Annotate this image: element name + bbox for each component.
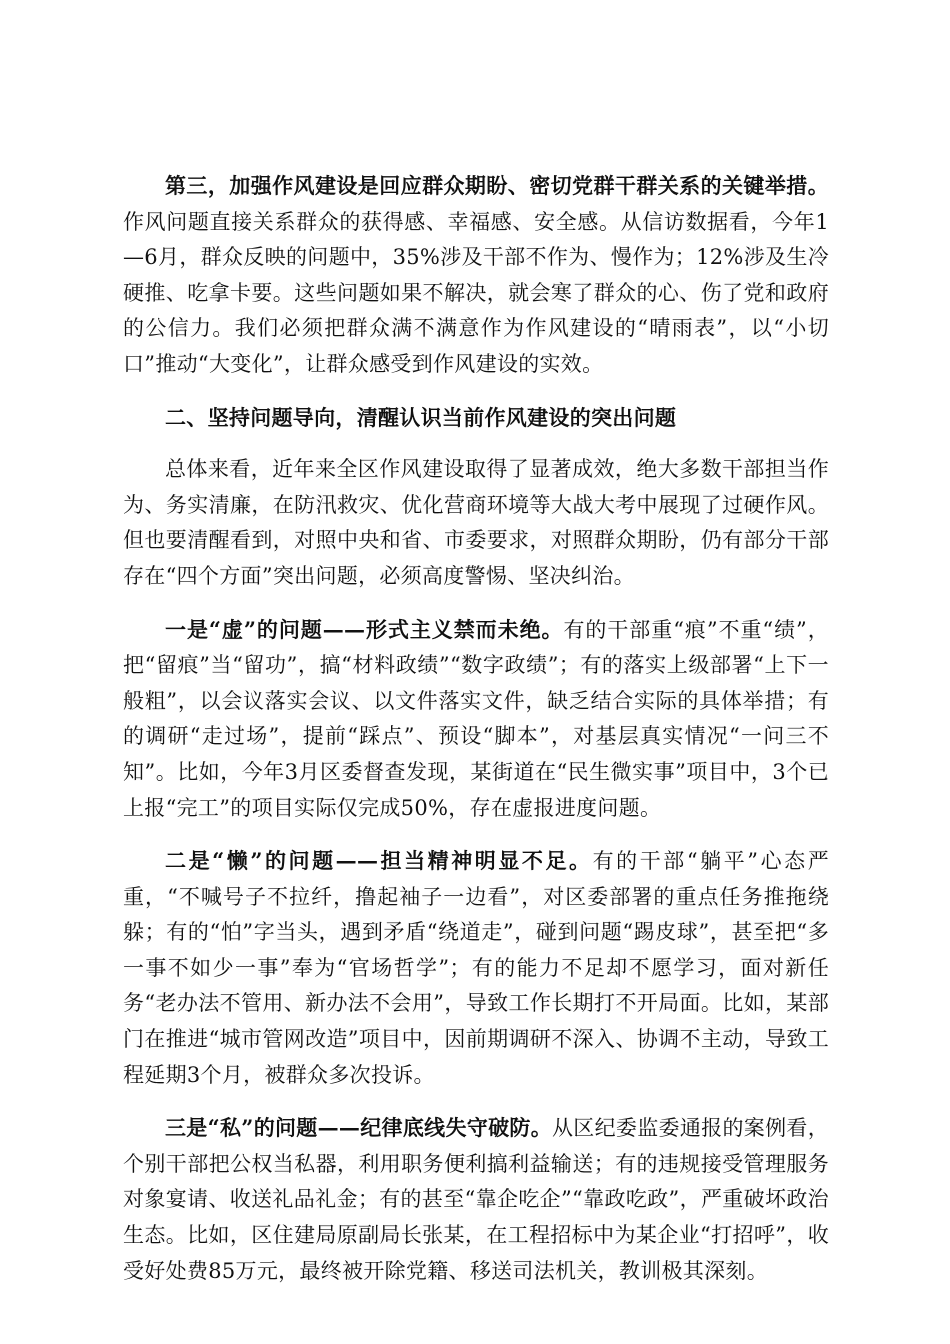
paragraph-intro: 总体来看，近年来全区作风建设取得了显著成效，绝大多数干部担当作为、务实清廉，在防汛救灾、优化营商环境等大战大考中展现了过硬作风。但也要清醒看到，对照中央和省、市委要求，对照群众期盼，仍有部分干部存在“四个方面”突出问题，必须高度警惕、坚决纠治。 bbox=[123, 457, 829, 588]
paragraph-problem-3 bbox=[123, 1110, 829, 1289]
paragraph-lead: 第三，加强作风建设是回应群众期盼、密切党群干群关系的关键举措。 bbox=[165, 173, 829, 198]
section-heading-2: 二、坚持问题导向，清醒认识当前作风建设的突出问题 bbox=[165, 404, 677, 430]
paragraph-lead: 三是“私”的问题——纪律底线失守破防。 bbox=[165, 1115, 552, 1141]
paragraph-text: 从区纪委监委通报的案例看，个别干部把公权当私器，利用职务便利搞利益输送；有的违规接受管理服务对象宴请、收送礼品礼金；有的甚至“靠企吃企”“靠政吃政”，严重破坏政治生态。比如，区住建局原副局长张某，在工程招标中为某企业“打招呼”，收受好处费85万元，最终被开除党籍、移送司法机关，教训极其深刻。 bbox=[123, 1116, 829, 1283]
paragraph-text: 有的干部“躺平”心态严重，“不喊号子不拉纤，撸起袖子一边看”，对区委部署的重点任务推拖绕躲；有的“怕”字当头，遇到矛盾“绕道走”，碰到问题“踢皮球”，甚至把“多一事不如少一事”奉为“官场哲学”；有的能力不足却不愿学习，面对新任务“老办法不管用、新办法不会用”，导致工作长期打不开局面。比如，某部门在推进“城市管网改造”项目中，因前期调研不深入、协调不主动，导致工程延期3个月，被群众多次投诉。 bbox=[123, 849, 829, 1087]
paragraph-lead: 一是“虚”的问题——形式主义禁而未绝。 bbox=[165, 616, 564, 642]
paragraph-text: 有的干部重“痕”不重“绩”，把“留痕”当“留功”，搞“材料政绩”“数字政绩”；有的落实上级部署“上下一般粗”，以会议落实会议、以文件落实文件，缺乏结合实际的具体举措；有的调研“走过场”，提前“踩点”、预设“脚本”，对基层真实情况“一问三不知”。比如，今年3月区委督查发现，某街道在“民生微实事”项目中，3个已上报“完工”的项目实际仅完成50%，存在虚报进度问题。 bbox=[123, 617, 829, 820]
paragraph-problem-2 bbox=[123, 843, 829, 1093]
paragraph-problem-1 bbox=[123, 612, 829, 827]
paragraph-text: 作风问题直接关系群众的获得感、幸福感、安全感。从信访数据看，今年1—6月，群众反映的问题中，35%涉及干部不作为、慢作为；12%涉及生冷硬推、吃拿卡要。这些问题如果不解决，就会寒了群众的心、伤了党和政府的公信力。我们必须把群众满不满意作为作风建设的“晴雨表”，以“小切口”推动“大变化”，让群众感受到作风建设的实效。 bbox=[123, 209, 829, 376]
paragraph-third-point bbox=[123, 168, 829, 383]
paragraph-lead: 二是“懒”的问题——担当精神明显不足。 bbox=[165, 848, 593, 874]
document-body bbox=[123, 168, 829, 1306]
